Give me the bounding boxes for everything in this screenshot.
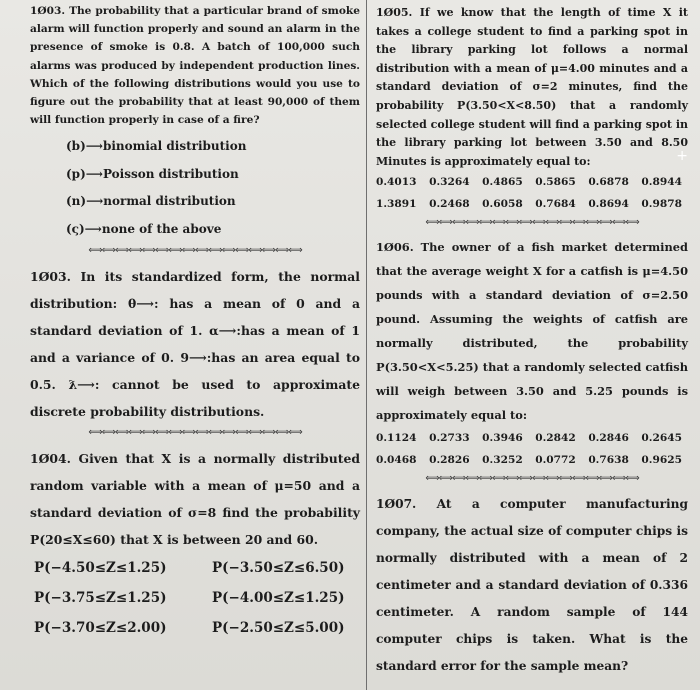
question-1004-options [34,553,360,643]
choice-none: (ς)⟶none of the above [66,221,222,236]
answer-value: 1.3891 [376,198,417,211]
question-1005-text: 1Ø05. If we know that the length of time X it takes a college student to find a parking spot in the library parking lot follows a normal distribution with a mean of μ=4.00 minutes and a standard deviation of σ=2 minutes, find the probability P(3.50<X<8.50) that a randomly selected college student will find a parking spot in the library parking lot between 3.50 and 8.50 Minutes is approximately equal to: [376,6,688,168]
question-1003-choices [66,133,360,243]
option-2: P(−3.50≤Z≤6.50) [212,560,345,577]
answer-value: 0.0772 [535,454,576,467]
answer-value: 0.8694 [588,198,629,211]
answer-value: 0.7638 [588,454,629,467]
question-1003b-text: 1Ø03. In its standardized form, the normal distribution: θ⟶: has a mean of 0 and a standard deviation of 1. α⟶:has a mean of 1 and a variance of 0. 9⟶:has an area equal to 0.5. ƛ⟶: cannot be used to approximate discrete probability distributions. [30,269,360,420]
answer-value: 0.2468 [429,198,470,211]
answer-value: 0.6058 [482,198,523,211]
answer-value: 0.2826 [429,454,470,467]
question-1006-answers-row2 [376,449,688,471]
answer-value: 0.5865 [535,176,576,189]
question-1006-text: 1Ø06. The owner of a fish market determined that the average weight X for a catfish is μ=4.50 pounds with a standard deviation of σ=2.50 pound. Assuming the weights of catfish are normally distributed, the probability P(3.50<X<5.25) that a randomly selected catfish will weigh between 3.50 and 5.25 pounds is approximately equal to: [376,240,688,423]
separator-arrows: ⟺⟺⟺⟺⟺⟺⟺⟺⟺⟺⟺⟺⟺⟺⟺⟺ [88,245,302,257]
answer-value: 0.0468 [376,454,417,467]
answer-value: 0.3946 [482,432,523,445]
question-1005-answers-row1 [376,171,688,193]
right-column [376,4,688,680]
choice-normal: (n)⟶normal distribution [66,194,236,209]
separator-arrows: ⟺⟺⟺⟺⟺⟺⟺⟺⟺⟺⟺⟺⟺⟺⟺⟺ [425,217,639,229]
plus-icon: + [676,148,688,164]
option-3: P(−3.75≤Z≤1.25) [34,590,167,607]
answer-value: 0.3264 [429,176,470,189]
answer-value: 0.2842 [535,432,576,445]
separator-arrows: ⟺⟺⟺⟺⟺⟺⟺⟺⟺⟺⟺⟺⟺⟺⟺⟺ [88,427,302,439]
answer-value: 0.4013 [376,176,417,189]
answer-value: 0.9878 [641,198,682,211]
left-column [30,2,360,643]
answer-value: 0.2846 [588,432,629,445]
answer-value: 0.2645 [641,432,682,445]
answer-value: 0.7684 [535,198,576,211]
answer-value: 0.1124 [376,432,417,445]
option-1: P(−4.50≤Z≤1.25) [34,560,167,577]
option-4: P(−4.00≤Z≤1.25) [212,590,345,607]
answer-value: 0.6878 [588,176,629,189]
question-1006-answers-row1 [376,427,688,449]
answer-value: 0.8944 [641,176,682,189]
choice-binomial: (b)⟶binomial distribution [66,139,247,154]
choice-poisson: (p)⟶Poisson distribution [66,166,239,181]
answer-value: 0.2733 [429,432,470,445]
question-1003-text: 1Ø03. The probability that a particular brand of smoke alarm will function properly and sound an alarm in the presence of smoke is 0.8. A batch of 100,000 such alarms was produced by independent production lines. Which of the following distributions would you use to figure out the probability that at least 90,000 of them will function properly in case of a fire? [30,5,360,127]
option-5: P(−3.70≤Z≤2.00) [34,620,167,637]
question-1005-answers-row2 [376,193,688,215]
answer-value: 0.9625 [641,454,682,467]
question-1007-text: 1Ø07. At a computer manufacturing company, the actual size of computer chips is normally distributed with a mean of 2 centimeter and a standard deviation of 0.336 centimeter. A random sample of 144 computer chips is taken. What is the standard error for the sample mean? [376,497,688,674]
separator-arrows: ⟺⟺⟺⟺⟺⟺⟺⟺⟺⟺⟺⟺⟺⟺⟺⟺ [425,473,639,485]
answer-value: 0.4865 [482,176,523,189]
question-1004-text: 1Ø04. Given that X is a normally distributed random variable with a mean of μ=50 and a standard deviation of σ=8 find the probability P(20≤X≤60) that X is between 20 and 60. [30,451,360,548]
option-6: P(−2.50≤Z≤5.00) [212,620,345,637]
answer-value: 0.3252 [482,454,523,467]
